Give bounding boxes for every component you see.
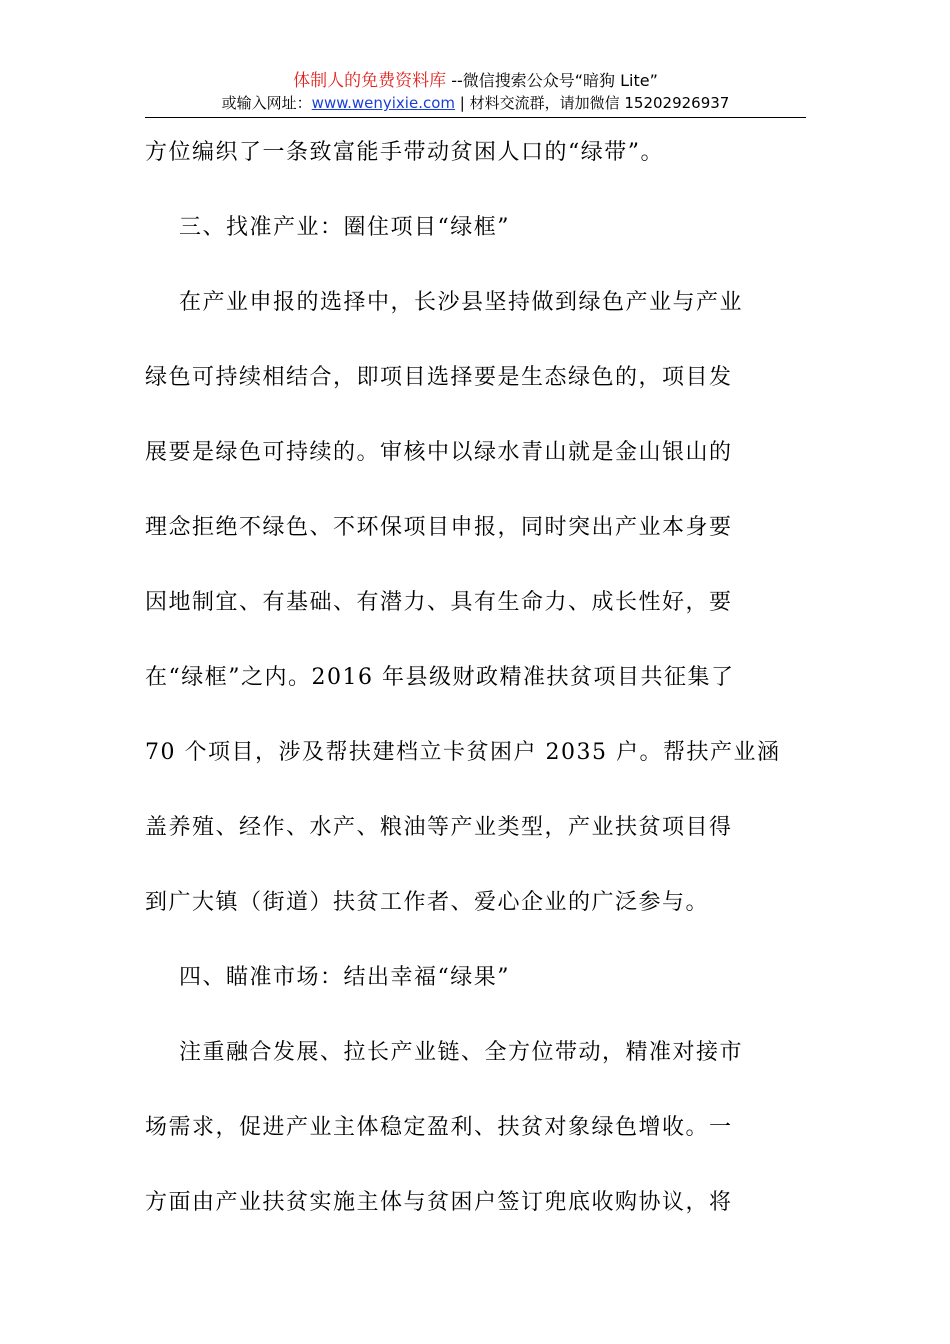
section-heading-4: 四、瞄准市场：结出幸福“绿果” bbox=[179, 965, 510, 990]
text-line: 在“绿框”之内。2016 年县级财政精准扶贫项目共征集了 bbox=[145, 665, 735, 690]
website-link[interactable]: www.wenyixie.com bbox=[311, 94, 455, 112]
text-line: 绿色可持续相结合，即项目选择要是生态绿色的，项目发 bbox=[145, 365, 733, 390]
header-line-2 bbox=[145, 92, 806, 114]
site-name: 体制人的免费资料库 bbox=[293, 71, 447, 91]
text-line: 盖养殖、经作、水产、粮油等产业类型，产业扶贫项目得 bbox=[145, 815, 733, 840]
text-line: 理念拒绝不绿色、不环保项目申报，同时突出产业本身要 bbox=[145, 515, 733, 540]
text-line: 因地制宜、有基础、有潜力、具有生命力、成长性好，要 bbox=[145, 590, 733, 615]
text-line: 方位编织了一条致富能手带动贫困人口的“绿带”。 bbox=[145, 140, 664, 165]
page-header bbox=[145, 70, 806, 114]
text-line: 展要是绿色可持续的。审核中以绿水青山就是金山银山的 bbox=[145, 440, 733, 465]
wechat-text: --微信搜索公众号“暗狗 Lite” bbox=[446, 71, 658, 90]
contact-text: 材料交流群，请加微信 15202926937 bbox=[469, 94, 730, 112]
text-line: 注重融合发展、拉长产业链、全方位带动，精准对接市 bbox=[179, 1040, 744, 1065]
url-label: 或输入网址： bbox=[221, 94, 312, 112]
header-divider bbox=[145, 117, 806, 118]
header-separator: | bbox=[455, 94, 470, 112]
text-line: 70 个项目，涉及帮扶建档立卡贫困户 2035 户。帮扶产业涵 bbox=[145, 740, 781, 765]
document-body bbox=[145, 128, 806, 1253]
text-line: 场需求，促进产业主体稳定盈利、扶贫对象绿色增收。一 bbox=[145, 1115, 733, 1140]
text-line: 到广大镇（街道）扶贫工作者、爱心企业的广泛参与。 bbox=[145, 890, 710, 915]
section-heading-3: 三、找准产业：圈住项目“绿框” bbox=[179, 215, 510, 240]
text-line: 在产业申报的选择中，长沙县坚持做到绿色产业与产业 bbox=[179, 290, 744, 315]
text-line: 方面由产业扶贫实施主体与贫困户签订兜底收购协议，将 bbox=[145, 1190, 733, 1215]
header-line-1 bbox=[145, 70, 806, 92]
